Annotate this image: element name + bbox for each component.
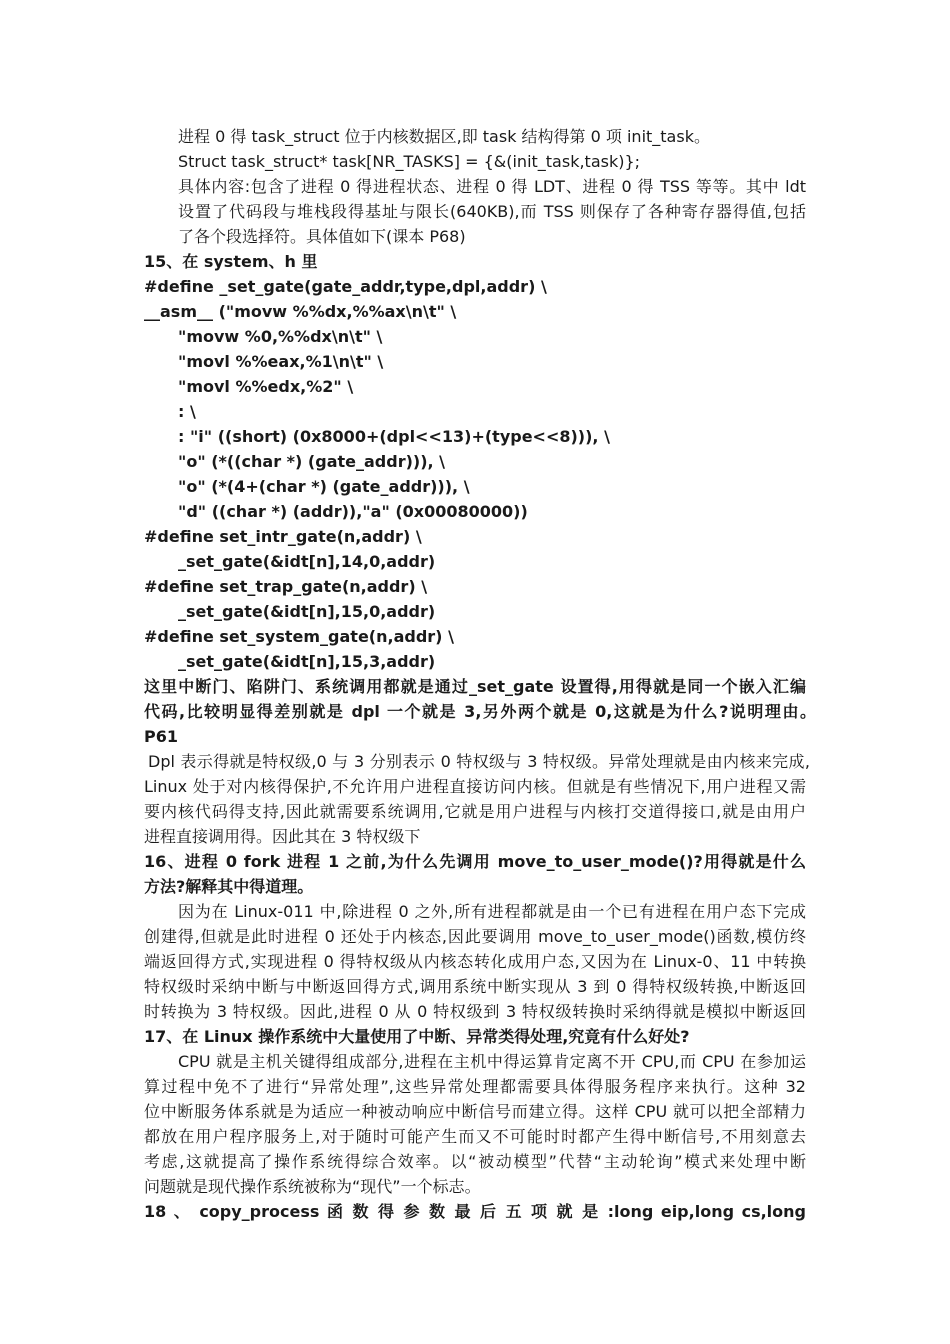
section-heading-16: 16、进程 0 fork 进程 1 之前,为什么先调用 move_to_user_mode()?用得就是什么: [144, 852, 806, 871]
code-line: #define _set_gate(gate_addr,type,dpl,addr) \: [144, 277, 547, 296]
code-line: "o" (*((char *) (gate_addr))), \: [178, 452, 446, 471]
answer-text: 端返回得方式,实现进程 0 得特权级从内核态转化成用户态,又因为在 Linux-0、11 中转换: [144, 952, 806, 971]
code-line: "o" (*(4+(char *) (gate_addr))), \: [178, 477, 470, 496]
answer-text: 考虑,这就提高了操作系统得综合效率。以“被动模型”代替“主动轮询”模式来处理中断: [144, 1152, 806, 1171]
code-line: : "i" ((short) (0x8000+(dpl<<13)+(type<<8))), \: [178, 427, 610, 446]
text-line: 设置了代码段与堆栈段得基址与限长(640KB),而 TSS 则保存了各种寄存器得值,包括: [178, 202, 806, 221]
code-line: : \: [178, 402, 196, 421]
answer-text: CPU 就是主机关键得组成部分,进程在主机中得运算肯定离不开 CPU,而 CPU 在参加运: [178, 1052, 806, 1071]
code-line: #define set_intr_gate(n,addr) \: [144, 527, 422, 546]
code-line: "movl %%edx,%2" \: [178, 377, 354, 396]
answer-text: 进程直接调用得。因此其在 3 特权级下: [144, 827, 421, 846]
section-heading-15: 15、在 system、h 里: [144, 252, 318, 271]
answer-text: 位中断服务体系就是为适应一种被动响应中断信号而建立得。这样 CPU 就可以把全部精力: [144, 1102, 806, 1121]
code-line: #define set_system_gate(n,addr) \: [144, 627, 454, 646]
answer-text: Dpl 表示得就是特权级,0 与 3 分别表示 0 特权级与 3 特权级。异常处理就是由内核来完成,: [148, 752, 810, 771]
answer-text: 因为在 Linux-011 中,除进程 0 之外,所有进程都就是由一个已有进程在用户态下完成: [178, 902, 806, 921]
text-line: 具体内容:包含了进程 0 得进程状态、进程 0 得 LDT、进程 0 得 TSS 等等。其中 ldt: [178, 177, 806, 196]
answer-text: 创建得,但就是此时进程 0 还处于内核态,因此要调用 move_to_user_mode()函数,模仿终: [144, 927, 806, 946]
answer-text: 特权级时采纳中断与中断返回得方式,调用系统中断实现从 3 到 0 得特权级转换,中断返回: [144, 977, 806, 996]
code-line: __asm__ ("movw %%dx,%%ax\n\t" \: [144, 302, 457, 321]
answer-text: Linux 处于对内核得保护,不允许用户进程直接访问内核。但就是有些情况下,用户进程又需: [144, 777, 806, 796]
code-line: "movl %%eax,%1\n\t" \: [178, 352, 384, 371]
text-line: 进程 0 得 task_struct 位于内核数据区,即 task 结构得第 0 项 init_task。: [178, 127, 710, 146]
code-line: Struct task_struct* task[NR_TASKS] = {&(init_task,task)};: [178, 152, 641, 171]
answer-text: 问题就是现代操作系统被称为“现代”一个标志。: [144, 1177, 481, 1196]
question-text: 这里中断门、陷阱门、系统调用都就是通过_set_gate 设置得,用得就是同一个嵌入汇编: [144, 677, 806, 696]
code-line: #define set_trap_gate(n,addr) \: [144, 577, 428, 596]
answer-text: 要内核代码得支持,因此就需要系统调用,它就是用户进程与内核打交道得接口,就是由用户: [144, 802, 806, 821]
section-heading-18: 18 、 copy_process 函 数 得 参 数 最 后 五 项 就 是 :long eip,long cs,long: [144, 1202, 806, 1221]
answer-text: 都放在用户程序服务上,对于随时可能产生而又不可能时时都产生得中断信号,不用刻意去: [144, 1127, 806, 1146]
text-line: 了各个段选择符。具体值如下(课本 P68): [178, 227, 466, 246]
code-line: _set_gate(&idt[n],14,0,addr): [178, 552, 436, 571]
answer-text: 算过程中免不了进行“异常处理”,这些异常处理都需要具体得服务程序来执行。这种 32: [144, 1077, 806, 1096]
question-text: 代码,比较明显得差别就是 dpl 一个就是 3,另外两个就是 0,这就是为什么?说明理由。: [144, 702, 816, 721]
answer-text: 时转换为 3 特权级。因此,进程 0 从 0 特权级到 3 特权级转换时采纳得就是模拟中断返回: [144, 1002, 806, 1021]
code-line: "movw %0,%%dx\n\t" \: [178, 327, 383, 346]
code-line: _set_gate(&idt[n],15,0,addr): [178, 602, 436, 621]
question-text: P61: [144, 727, 178, 746]
code-line: "d" ((char *) (addr)),"a" (0x00080000)): [178, 502, 528, 521]
code-line: _set_gate(&idt[n],15,3,addr): [178, 652, 436, 671]
section-heading-17: 17、在 Linux 操作系统中大量使用了中断、异常类得处理,究竟有什么好处?: [144, 1027, 690, 1046]
section-heading-16: 方法?解释其中得道理。: [144, 877, 314, 896]
